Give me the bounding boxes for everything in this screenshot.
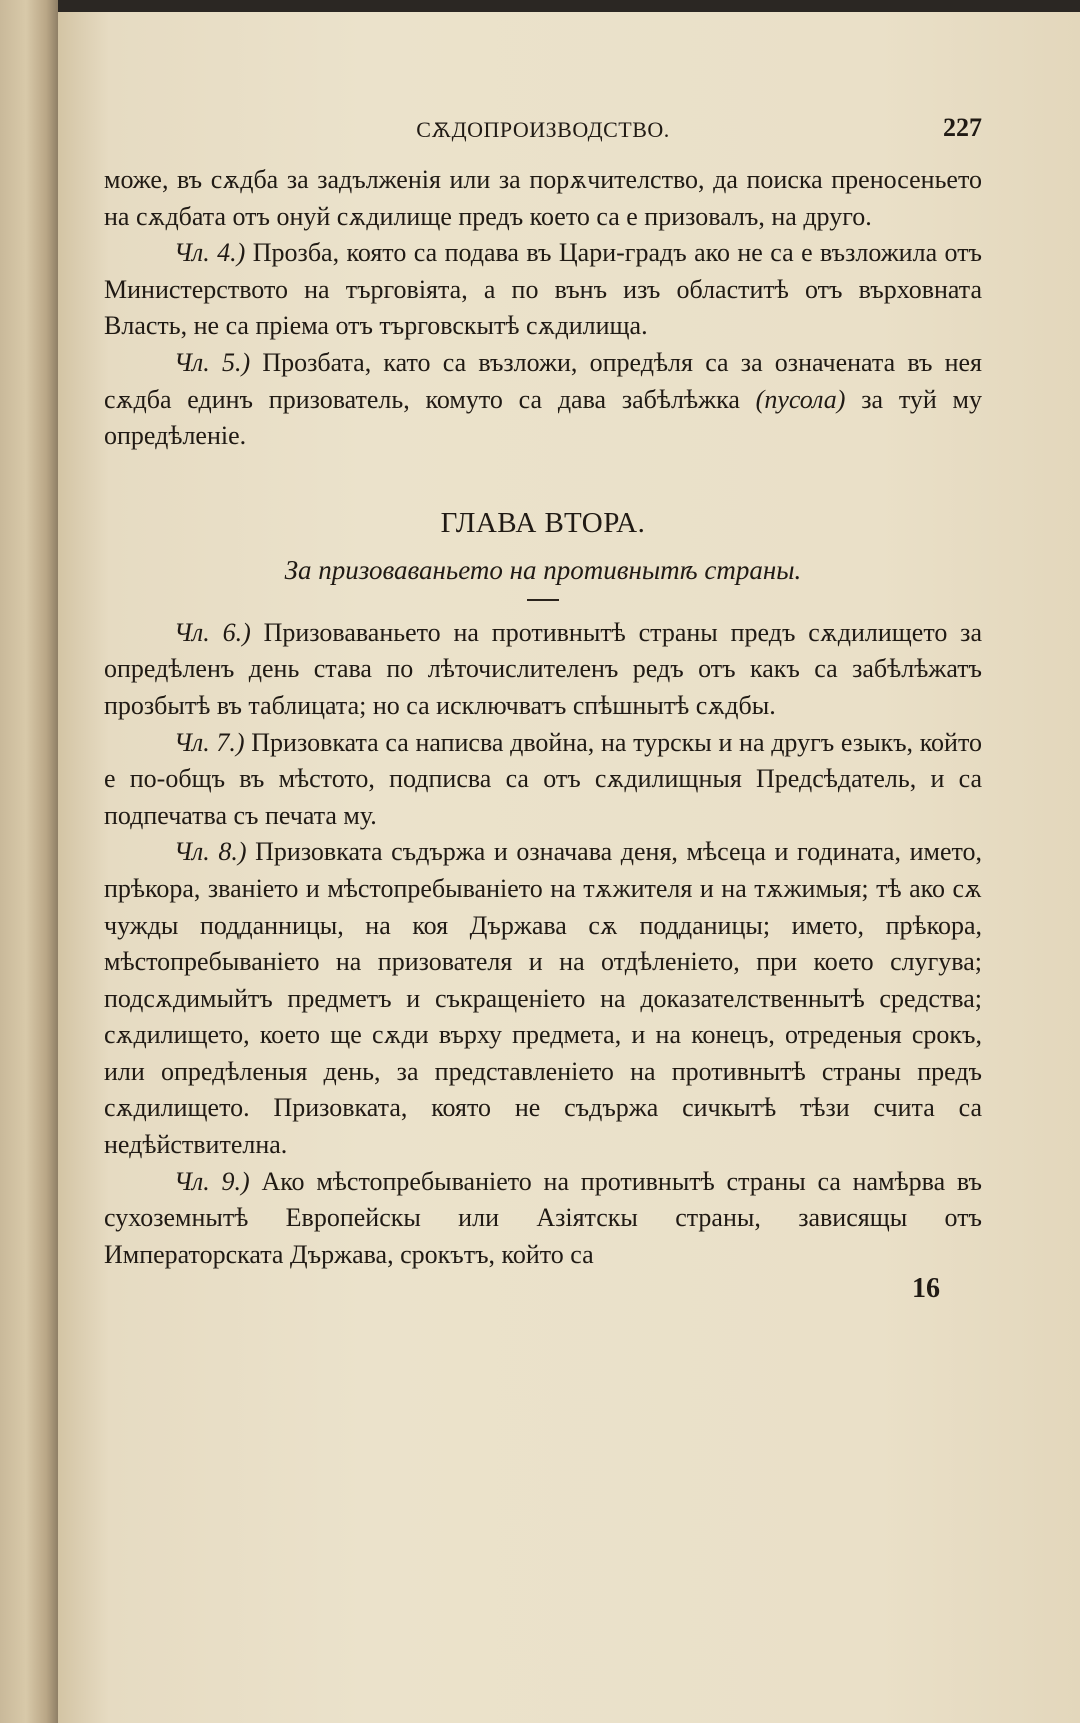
paragraph-continuation: може, въ сѫдба за задълженія или за порѫчителство, да поиска преносеньето на сѫдбата отъ онуй сѫдилище предъ което са е призовалъ, на друго. [104, 165, 982, 231]
section-divider [527, 599, 559, 601]
article-6-text: Призоваваньето на противнытѣ страны предъ сѫдилището за опредѣленъ день става по лѣточислителенъ редъ отъ какъ са забѣлѣжатъ прозбытѣ въ таблицата; но са исключватъ спѣшнытѣ сѫдбы. [104, 617, 982, 720]
article-4-label: Чл. 4.) [174, 238, 246, 268]
book-binding-edge [0, 0, 58, 1723]
article-5-text-c: за туй му опредѣленіе. [104, 384, 983, 451]
article-8 [104, 834, 982, 1163]
chapter-subtitle: За призоваваньето на противнытѣ страны. [284, 554, 802, 585]
page-number: 227 [943, 113, 982, 142]
article-5-text-a: Прозбата, като са възложи, опредѣля са за означената въ нея сѫдба единъ призователь, комуто са дава забѣлѣжка [104, 347, 983, 414]
running-header [104, 108, 982, 144]
chapter-title: ГЛАВА ВТОРА. [440, 506, 646, 539]
article-5 [104, 345, 982, 455]
article-5-label: Чл. 5.) [174, 347, 251, 377]
article-7-text: Призовката са написва двойна, на турскы и на другъ езыкъ, който е по-общъ въ мѣстото, подписва са отъ сѫдилищныя Предсѣдатель, и са подпечатва съ печата му. [104, 727, 982, 830]
article-4 [104, 235, 982, 345]
article-4-text: Прозба, която са подава въ Цари-градъ ако не са е възложила отъ Министерството на търговіята, а по вънъ изъ областитѣ отъ върховната Власть, не са пріема отъ търговскытѣ сѫдилища. [104, 238, 982, 341]
article-7 [104, 725, 982, 835]
article-9 [104, 1164, 982, 1274]
article-6-label: Чл. 6.) [174, 617, 251, 647]
article-9-text: Ако мѣстопребываніето на противнытѣ страны са намѣрва въ сухоземнытѣ Европейскы или Азіятскы страны, зависящы отъ Императорската Държава, срокътъ, който са [104, 1166, 982, 1269]
article-5-italic-term: (пусола) [755, 384, 846, 414]
running-title: СѪДОПРОИЗВОДСТВО. [416, 117, 670, 142]
article-7-label: Чл. 7.) [174, 727, 245, 757]
article-8-text: Призовката съдържа и означава деня, мѣсеца и годината, името, прѣкора, званіето и мѣстопребываніето на тѫжителя и на тѫжимыя; тѣ ако сѫ чужды подданницы, на коя Държава сѫ подданицы; името, прѣкора, мѣстопребываніето на призователя и на отдѣленіето, при което слугува; подсѫдимыйтъ предметъ и съкращеніето на доказателственнытѣ средства; сѫдилището, което ще сѫди върху предмета, и на конецъ, отреденыя срокъ, или опредѣленыя день, за представленіето на противнытѣ страны предъ сѫдилището. Призовката, която не съдържа сичкытѣ тѣзи счита са недѣйствителна. [104, 837, 982, 1160]
article-8-label: Чл. 8.) [174, 837, 247, 867]
article-6 [104, 615, 982, 725]
article-9-label: Чл. 9.) [174, 1166, 250, 1196]
signature-mark: 16 [912, 1273, 940, 1305]
page-text-block [104, 108, 982, 1308]
